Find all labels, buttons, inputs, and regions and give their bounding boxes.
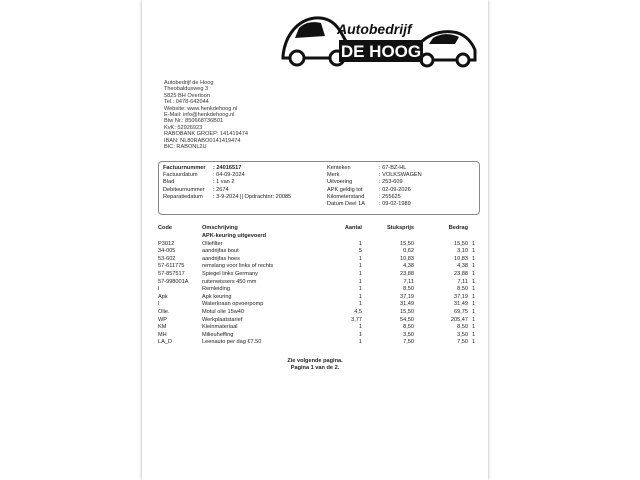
company-phone: Tel.: 0478-642044 (164, 99, 209, 106)
invoice-number-label: Factuurnummer (163, 165, 206, 171)
cell-code: WP (158, 316, 168, 323)
registration-date-label: Datum Deel 1A (327, 200, 365, 207)
cell-amount: 7,50 (457, 339, 468, 346)
table-row (158, 324, 478, 332)
company-logo (277, 6, 477, 68)
page-row: Blad : 1 van 2 (163, 179, 235, 186)
license-plate-row: Kenteken : 67-BZ-HL (327, 165, 407, 171)
table-row (158, 309, 478, 317)
cell-code: LA_D (158, 339, 172, 346)
cell-amount: 15,50 (454, 240, 468, 247)
cell-description: Waterkraan opvoerpomp (202, 301, 264, 308)
cell-unit-price: 8,50 (403, 286, 414, 293)
invoice-date-row: Factuurdatum : 04-09-2024 (163, 172, 245, 179)
repair-date-value: 3-9-2024 || Opdrachtnr: 20085 (216, 193, 292, 200)
header-amount: Bedrag (448, 225, 468, 231)
invoice-details-left (163, 165, 313, 201)
table-body (158, 241, 478, 347)
cell-quantity: 1 (358, 324, 362, 331)
cell-unit-price: 15,50 (400, 240, 414, 247)
header-unit-price: Stuksprijs (386, 225, 414, 231)
cell-vat-code: 1 (472, 339, 476, 346)
table-row (158, 241, 478, 249)
cell-unit-price: 0,62 (403, 248, 414, 255)
license-plate-label: Kenteken (327, 165, 351, 171)
table-row (158, 271, 478, 279)
brand-value: VOLKSWAGEN (382, 172, 422, 179)
cell-unit-price: 3,50 (403, 331, 414, 338)
cell-code: KM (158, 324, 167, 331)
cell-quantity: 1 (358, 255, 362, 262)
table-row (158, 317, 478, 325)
cell-amount: 23,88 (454, 270, 468, 277)
cell-code: Apk (158, 293, 168, 300)
cell-vat-code: 1 (472, 278, 476, 285)
cell-amount: 10,83 (454, 255, 468, 262)
company-street: Theobaldusweg 3 (164, 86, 209, 93)
company-address-block (164, 80, 248, 150)
cell-vat-code: 1 (472, 316, 476, 323)
cell-code: MH (158, 331, 167, 338)
cell-code: P3012 (158, 240, 175, 247)
cell-amount: 69,75 (454, 308, 468, 315)
cell-quantity: 5 (358, 248, 362, 255)
page-value: 1 van 2 (216, 179, 235, 186)
table-row (158, 279, 478, 287)
cell-unit-price: 54,50 (400, 316, 414, 323)
cell-amount: 4,38 (457, 263, 468, 270)
cell-quantity: 1 (358, 240, 362, 247)
table-row (158, 263, 478, 271)
debtor-label: Debiteurnummer (163, 186, 205, 193)
cell-quantity: 1 (358, 301, 362, 308)
company-vat: Btw Nr.: 850668736B01 (164, 118, 224, 125)
model-value: 253-609 (382, 179, 403, 186)
repair-date-label: Reparatiedatum (163, 193, 203, 200)
cell-unit-price: 8,50 (403, 324, 414, 331)
company-kvk: KvK: 52926923 (164, 124, 203, 131)
cell-description: Apk keuring (202, 293, 232, 300)
cell-vat-code: 1 (472, 270, 476, 277)
vehicle-details-right (327, 165, 477, 208)
cell-description: Remleiding (202, 286, 230, 293)
cell-vat-code: 1 (472, 301, 476, 308)
repair-date-row: Reparatiedatum : 3-9-2024 || Opdrachtnr: 20085 (163, 193, 292, 200)
cell-vat-code: 1 (472, 308, 476, 315)
invoice-lines-table (158, 225, 478, 347)
cell-code: I (158, 286, 160, 293)
header-quantity: Aantal (344, 225, 362, 231)
cell-amount: 205,47 (450, 316, 468, 323)
company-email: E-Mail: info@henkdehoog.nl (164, 112, 235, 119)
invoice-date-label: Factuurdatum (163, 172, 198, 179)
cell-unit-price: 31,49 (400, 301, 414, 308)
cell-vat-code: 1 (472, 331, 476, 338)
cell-amount: 8,50 (457, 286, 468, 293)
continued-note: Zie volgende pagina. (287, 358, 343, 364)
cell-quantity: 1 (358, 339, 362, 346)
company-website: Website: www.henkdehoog.nl (164, 105, 238, 112)
model-row: Uitvoering : 253-609 (327, 179, 403, 186)
cell-amount: 31,49 (454, 301, 468, 308)
page-label: Blad (163, 179, 175, 186)
invoice-page (142, 0, 488, 480)
cell-vat-code: 1 (472, 324, 476, 331)
table-row (158, 339, 478, 347)
cell-vat-code: 1 (472, 255, 476, 262)
header-code: Code (158, 225, 172, 231)
cell-vat-code: 1 (472, 293, 476, 300)
cell-amount: 3,10 (457, 248, 468, 255)
cell-description: Milieuheffing (202, 331, 234, 338)
cell-quantity: 1 (358, 331, 362, 338)
cell-unit-price: 10,83 (400, 255, 414, 262)
cell-amount: 7,11 (457, 278, 468, 285)
cell-quantity: 1 (358, 286, 362, 293)
logo-line2: DE HOOG (340, 42, 422, 61)
license-plate-value: 67-BZ-HL (382, 165, 407, 171)
company-name: Autobedrijf de Hoog (164, 80, 214, 86)
cell-description: aandrijfas bout (202, 248, 239, 255)
cell-unit-price: 7,11 (403, 278, 414, 285)
cell-code: 34-005 (158, 248, 176, 255)
invoice-number-value: 24016517 (216, 165, 242, 171)
invoice-info-box (158, 161, 480, 215)
apk-valid-label: APK geldig tot (327, 186, 363, 193)
cell-description: Spiegel links Germany (202, 270, 258, 277)
debtor-value: 2674 (216, 186, 229, 193)
table-row (158, 332, 478, 340)
table-row (158, 294, 478, 302)
cell-unit-price: 4,38 (403, 263, 414, 270)
mileage-value: 255625 (382, 193, 401, 200)
debtor-row: Debiteurnummer : 2674 (163, 186, 229, 193)
cell-vat-code: 1 (472, 263, 476, 270)
cell-unit-price: 15,50 (400, 308, 414, 315)
cell-quantity: 1 (358, 270, 362, 277)
model-label: Uitvoering (327, 179, 353, 186)
cell-description: ruitenwissers 450 mm (202, 278, 257, 285)
cell-vat-code: 1 (472, 240, 476, 247)
cell-amount: 37,19 (454, 293, 468, 300)
company-bic: BIC: RABONL2U (164, 144, 207, 151)
table-row (158, 248, 478, 256)
company-bank: RABOBANK GROEP: 141419474 (164, 131, 248, 138)
cell-vat-code: 1 (472, 248, 476, 255)
cell-code: 57-857517 (158, 270, 185, 277)
cell-description: Leenauto per dag €7.50 (202, 339, 262, 346)
cell-description: Oliefilter (202, 240, 223, 247)
cell-code: 53-602 (158, 255, 176, 262)
mileage-label: Kilometerstand (327, 193, 365, 200)
cell-code: 57-998001A (158, 278, 189, 285)
company-city: 5825 BH Overloon (164, 92, 211, 99)
registration-date-value: 09-02-1989 (382, 200, 411, 207)
cell-description: aandrijfas hoes (202, 255, 240, 262)
table-subheading (158, 233, 478, 241)
mileage-row: Kilometerstand : 255625 (327, 193, 401, 200)
cell-vat-code: 1 (472, 286, 476, 293)
brand-row: Merk : VOLKSWAGEN (327, 172, 422, 179)
invoice-number-row: Factuurnummer : 24016517 (163, 165, 242, 171)
cell-code: 57-611775 (158, 263, 185, 270)
subheading-text: APK-keuring uitgevoerd (202, 233, 267, 239)
brand-label: Merk (327, 172, 340, 179)
cell-unit-price: 37,19 (400, 293, 414, 300)
cell-unit-price: 23,88 (400, 270, 414, 277)
cell-amount: 8,50 (457, 324, 468, 331)
cell-code: I (158, 301, 160, 308)
cell-unit-price: 7,50 (403, 339, 414, 346)
invoice-date-value: 04-09-2024 (216, 172, 245, 179)
cell-quantity: 1 (358, 278, 362, 285)
apk-valid-value: 02-09-2026 (382, 186, 411, 193)
cell-code: Olie. (158, 308, 170, 315)
cell-quantity: 4,5 (354, 308, 362, 315)
logo-line1: Autobedrijf (337, 21, 412, 37)
cell-description: remslang voor links of rechts (202, 263, 274, 270)
page-number: Pagina 1 van de 2. (290, 365, 340, 371)
cell-description: Kleinmateriaal (202, 324, 238, 331)
company-iban: IBAN: NL80RABO0141419474 (164, 137, 241, 144)
header-description: Omschrijving (202, 225, 238, 231)
table-row (158, 301, 478, 309)
table-header (158, 225, 478, 233)
registration-date-row: Datum Deel 1A : 09-02-1989 (327, 200, 411, 207)
table-row (158, 256, 478, 264)
table-row (158, 286, 478, 294)
cell-description: Motul olie 15w40 (202, 308, 244, 315)
cell-quantity: 1 (358, 263, 362, 270)
cell-description: Werkplaatstarief (202, 316, 243, 323)
cell-quantity: 1 (358, 293, 362, 300)
cell-amount: 3,50 (457, 331, 468, 338)
apk-valid-row: APK geldig tot : 02-09-2026 (327, 186, 411, 193)
cell-quantity: 3,77 (351, 316, 362, 323)
